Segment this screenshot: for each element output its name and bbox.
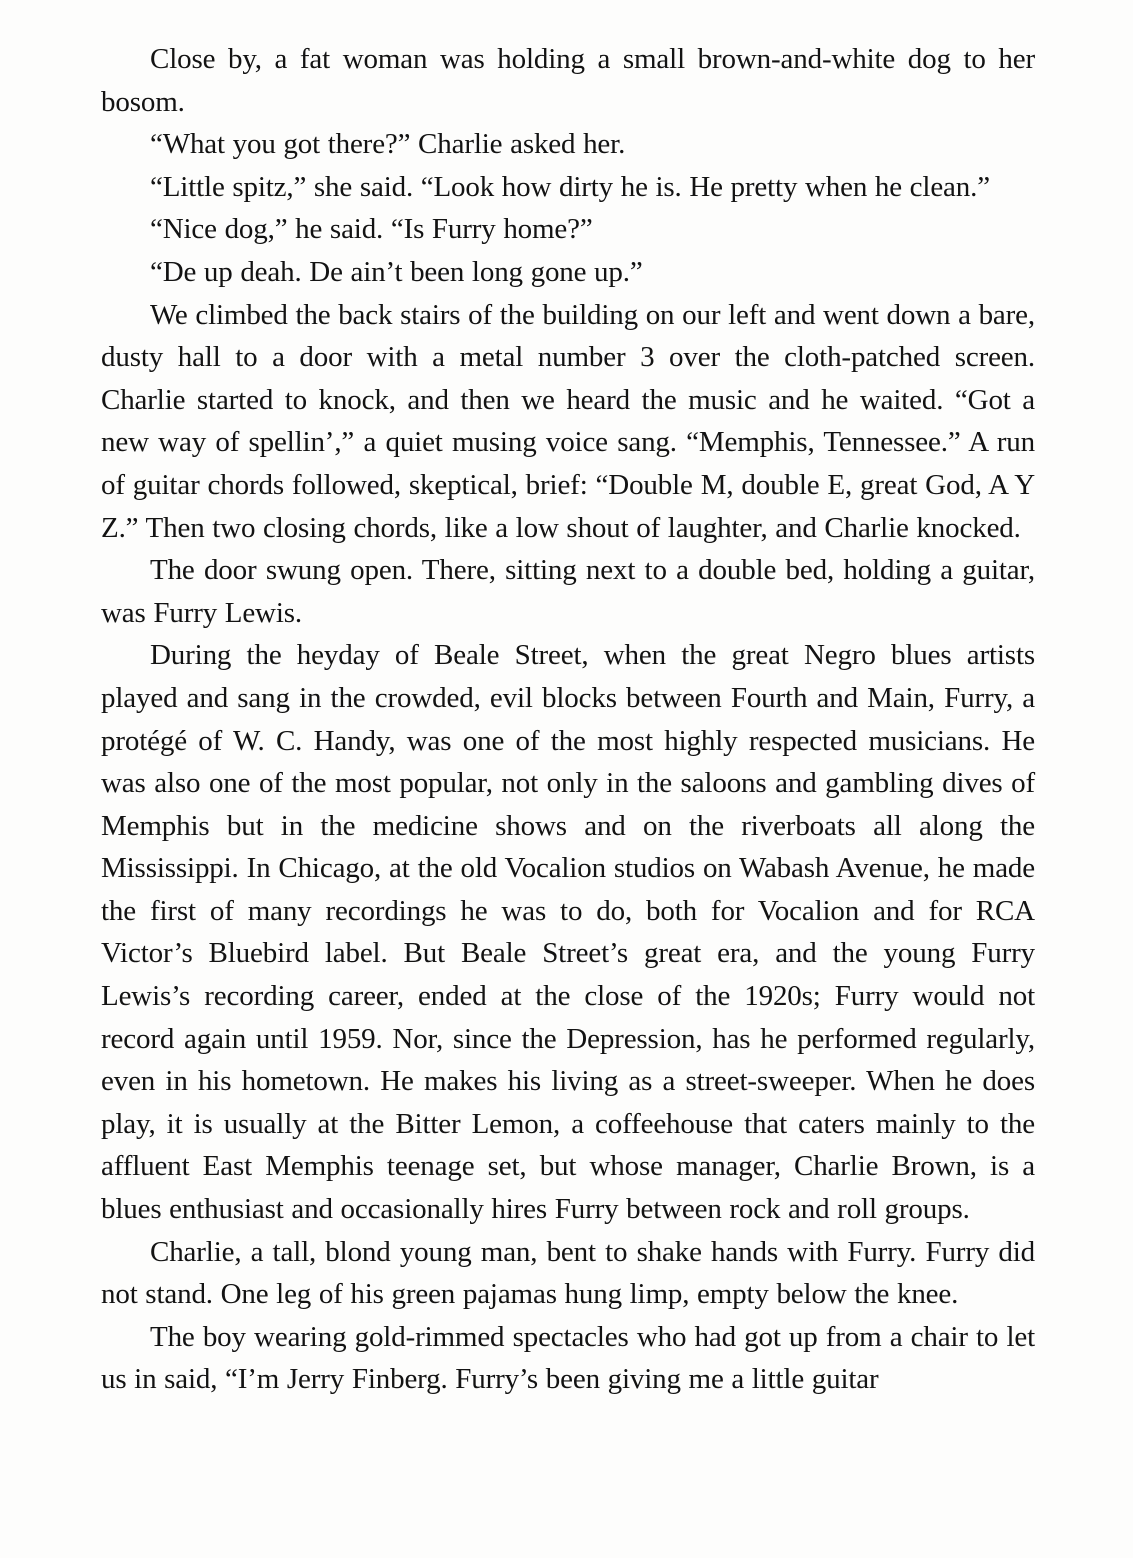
paragraph: “Nice dog,” he said. “Is Furry home?” (150, 213, 593, 246)
paragraph: We climbed the back stairs of the building on our left and went down a bare, dusty hall to a door with a metal number 3 over the cloth-patched screen. Charlie started to knock, and then we heard the music and he waited. “Got a new way of spellin’,” a quiet musing voice sang. “Memphis, Tennessee.” A run of guitar chords followed, skeptical, brief: “Double M, double E, great God, A Y Z.” Then two closing chords, like a low shout of laughter, and Charlie knocked. (101, 298, 1035, 544)
body-text (101, 38, 1035, 1401)
paragraph: The boy wearing gold-rimmed spectacles who had got up from a chair to let us in said, “I’m Jerry Finberg. Furry’s been giving me a little guitar (101, 1320, 1035, 1396)
paragraph: “De up deah. De ain’t been long gone up.” (150, 255, 643, 288)
paragraph: During the heyday of Beale Street, when the great Negro blues artists played and sang in the crowded, evil blocks between Fourth and Main, Furry, a protégé of W. C. Handy, was one of the most highly respected musicians. He was also one of the most popular, not only in the saloons and gambling dives of Memphis but in the medicine shows and on the riverboats all along the Mississippi. In Chicago, at the old Vocalion studios on Wabash Avenue, he made the first of many recordings he was to do, both for Vocalion and for RCA Victor’s Bluebird label. But Beale Street’s great era, and the young Furry Lewis’s recording career, ended at the close of the 1920s; Furry would not record again until 1959. Nor, since the Depression, has he performed regularly, even in his hometown. He makes his living as a street-sweeper. When he does play, it is usually at the Bitter Lemon, a coffeehouse that caters mainly to the affluent East Memphis teenage set, but whose manager, Charlie Brown, is a blues enthusiast and occasionally hires Furry between rock and roll groups. (101, 639, 1035, 1226)
paragraph: Close by, a fat woman was holding a small brown-and-white dog to her bosom. (101, 43, 1035, 118)
paragraph: “What you got there?” Charlie asked her. (150, 128, 626, 161)
paragraph: The door swung open. There, sitting next to a double bed, holding a guitar, was Furry Lewis. (101, 554, 1035, 629)
paragraph: Charlie, a tall, blond young man, bent to shake hands with Furry. Furry did not stand. One leg of his green pajamas hung limp, empty below the knee. (101, 1235, 1035, 1311)
paragraph: “Little spitz,” she said. “Look how dirty he is. He pretty when he clean.” (150, 170, 990, 203)
